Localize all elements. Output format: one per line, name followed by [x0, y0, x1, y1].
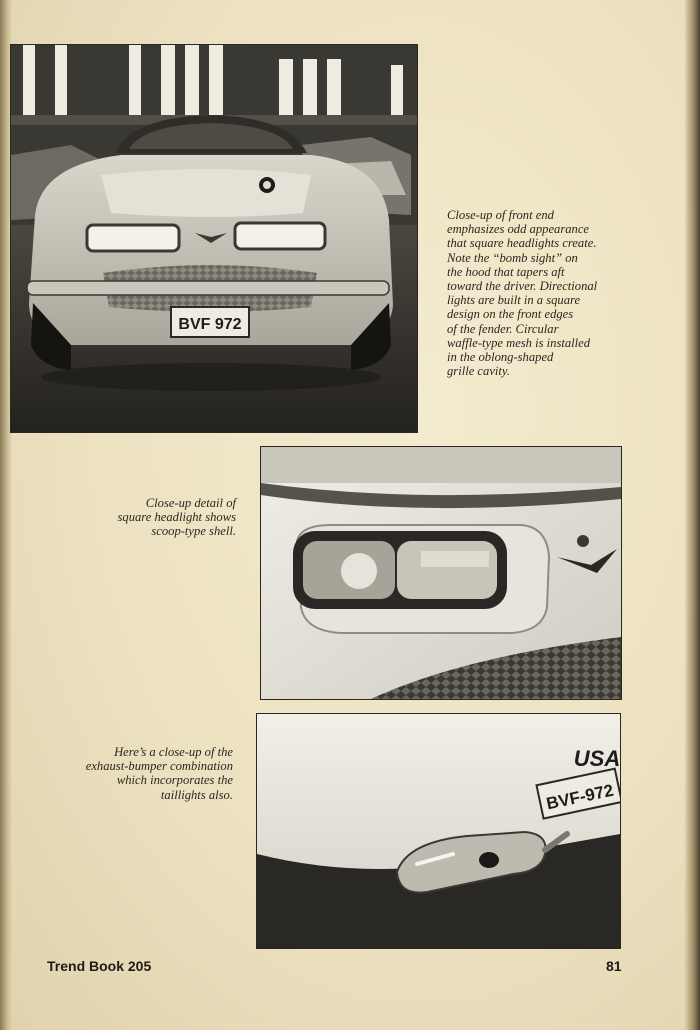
caption-exhaust-bumper: Here’s a close-up of the exhaust-bumper combination which incorporates the taillights also. [85, 745, 233, 802]
photo-exhaust-bumper [256, 713, 621, 949]
front-license-plate: BVF 972 [178, 316, 242, 333]
photo-headlight [260, 446, 622, 700]
page-edge-shadow [684, 0, 700, 1030]
exhaust-illustration [257, 714, 620, 948]
rear-license-plate: BVF-972 [544, 780, 616, 814]
caption-front-end: Close-up of front end emphasizes odd appearance that square headlights create. Note the “bomb sight” on the hood that tapers aft toward the driver. Directional lights are built in a square design on the front edges of the fender. Circular waffle-type mesh is installed in the oblong-shaped grille cavity. [447, 208, 598, 379]
headlight-illustration [261, 447, 621, 699]
page-number: 81 [606, 958, 622, 974]
rear-badge: USA [573, 746, 620, 771]
photo-front-end [10, 44, 418, 433]
caption-headlight: Close-up detail of square headlight shows scoop-type shell. [117, 496, 236, 539]
front-end-illustration [11, 45, 417, 432]
publication-title: Trend Book 205 [47, 958, 152, 974]
